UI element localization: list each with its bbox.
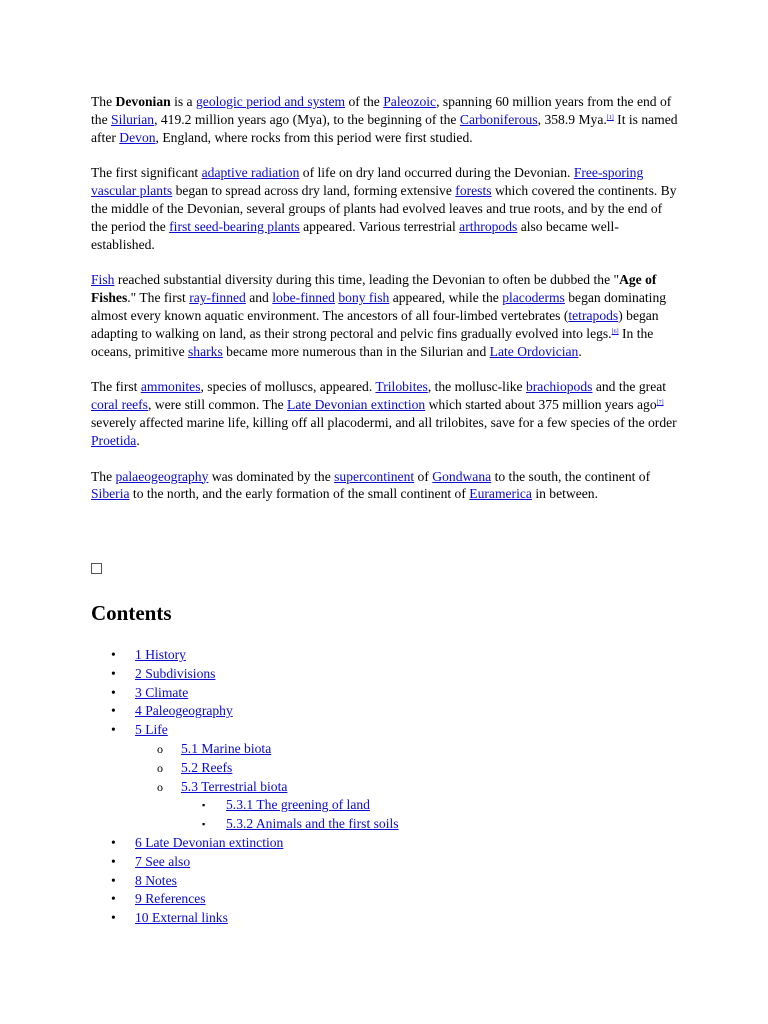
link-paleozoic[interactable]: Paleozoic [383,94,437,109]
toc-item-greening-of-land [91,796,611,815]
text: , 358.9 Mya. [537,111,607,127]
bullet-disc: • [111,722,116,738]
intro-paragraph-3 [91,271,681,360]
toc-item-reefs [91,759,611,778]
toc-link-external-links[interactable]: 10 External links [135,910,228,926]
text: began dominating almost every known aquatic environment. The ancestors of all four-limbed vertebrates ( [91,290,667,323]
toc-link-see-also[interactable]: 7 See also [135,853,191,869]
link-palaeogeography[interactable]: palaeogeography [115,468,209,484]
intro-paragraph-5 [91,468,681,504]
toc-item-references [91,890,611,909]
bullet-disc: • [111,872,116,888]
article-body [91,93,681,521]
bullet-square: ▪ [202,800,206,811]
text: is a [170,94,196,109]
toc-link-marine-biota[interactable]: 5.1 Marine biota [181,740,272,756]
bullet-disc: • [111,910,116,926]
toc-link-subdivisions[interactable]: 2 Subdivisions [135,665,216,681]
link-late-devonian-extinction[interactable]: Late Devonian extinction [287,397,426,413]
text: , England, where rocks from this period were first studied. [155,129,473,145]
toc-item-late-devonian-extinction [91,834,611,853]
link-sharks[interactable]: sharks [188,343,223,359]
link-adaptive-radiation[interactable]: adaptive radiation [201,165,300,181]
toc-link-climate[interactable]: 3 Climate [135,684,189,700]
bullet-disc: • [111,665,116,681]
toc-link-notes[interactable]: 8 Notes [135,872,177,888]
link-trilobites[interactable]: Trilobites [375,379,428,395]
text: to the north, and the early formation of the small continent of [129,486,470,502]
text: also became well-established. [91,218,619,252]
text: . [136,432,140,448]
toc-item-history [91,646,611,665]
link-gondwana[interactable]: Gondwana [432,468,492,484]
toc-item-external-links [91,909,611,928]
link-devon[interactable]: Devon [119,129,156,145]
text: , spanning 60 million years from the end of the [91,94,672,127]
toc-link-life[interactable]: 5 Life [135,722,168,738]
text: of [414,468,433,484]
toc-link-history[interactable]: 1 History [135,647,186,662]
link-siberia[interactable]: Siberia [91,486,130,502]
toc-item-see-also [91,853,611,872]
toc-item-marine-biota [91,740,611,759]
link-brachiopods[interactable]: brachiopods [525,379,593,395]
text: The first significant [91,165,202,181]
bullet-circle: o [157,779,163,794]
reference-link-1[interactable]: [1] [606,114,614,121]
link-tetrapods[interactable]: tetrapods [568,307,619,323]
toc-link-animals-first-soils[interactable]: 5.3.2 Animals and the first soils [226,816,399,832]
toc-title: Contents [91,601,172,625]
link-carboniferous[interactable]: Carboniferous [459,111,538,127]
toc-item-life [91,721,611,740]
bullet-disc: • [111,891,116,907]
toc-list [91,646,611,928]
bullet-circle: o [157,760,163,775]
toc-link-terrestrial-biota[interactable]: 5.3 Terrestrial biota [181,778,288,794]
text: . [578,343,582,359]
link-arthropods[interactable]: arthropods [459,218,518,234]
reference-link-6[interactable]: [6] [611,328,619,335]
toc-link-late-devonian-extinction[interactable]: 6 Late Devonian extinction [135,834,284,850]
link-lobe-finned[interactable]: lobe-finned [272,290,335,306]
text: of life on dry land occurred during the Devonian. [299,165,574,181]
text: The [91,94,116,109]
toc-link-reefs[interactable]: 5.2 Reefs [181,759,233,775]
text: was dominated by the [208,468,335,484]
text: and the great [592,379,667,395]
bullet-disc: • [111,684,116,700]
text: ." The first [127,290,190,306]
bullet-disc: • [111,703,116,719]
text: in between. [531,486,598,502]
text: In the oceans, primitive [91,325,654,359]
text: which started about 375 million years ago [425,397,657,413]
toc-toggle-checkbox[interactable] [91,563,102,574]
text: severely affected marine life, killing off all placodermi, and all trilobites, save for a few species of the order [91,414,677,430]
toc-item-notes [91,872,611,891]
text: The [91,468,116,484]
toc-item-climate [91,684,611,703]
text: reached substantial diversity during this time, leading the Devonian to often be dubbed the " [114,272,620,288]
link-euramerica[interactable]: Euramerica [469,486,532,502]
age-of-fishes-bold: Age of Fishes [91,272,657,306]
toc-item-subdivisions [91,665,611,684]
text: to the south, the continent of [491,468,651,484]
text: , species of molluscs, appeared. [200,379,376,395]
text: and [245,290,273,306]
link-fish[interactable]: Fish [91,272,115,288]
reference-superscript[interactable] [657,400,664,406]
reference-link-7[interactable]: [7] [656,400,664,407]
text: became more numerous than in the Silurian and [222,343,490,359]
link-geologic-period[interactable]: geologic period and system [195,94,346,109]
toc-item-animals-first-soils [91,815,611,834]
text: The first [91,379,141,395]
bullet-disc: • [111,853,116,869]
text: which covered the continents. By the middle of the Devonian, several groups of plants had evolved leaves and true roots, and by the end of the period the [91,183,677,234]
intro-paragraph-4 [91,378,681,449]
bullet-square: ▪ [202,819,206,830]
toc-link-paleogeography[interactable]: 4 Paleogeography [135,703,233,719]
link-forests[interactable]: forests [455,183,492,199]
text: , the mollusc-like [427,379,526,395]
toc-item-terrestrial-biota [91,778,611,797]
intro-paragraph-1 [91,93,681,146]
link-free-sporing-vascular-plants[interactable]: Free-sporing vascular plants [91,165,644,199]
link-ray-finned[interactable]: ray-finned [189,290,246,306]
toc-link-greening-of-land[interactable]: 5.3.1 The greening of land [226,797,370,813]
bullet-disc: • [111,647,116,662]
toc-item-paleogeography [91,702,611,721]
reference-superscript[interactable] [612,329,619,335]
link-ammonites[interactable]: ammonites [140,379,201,395]
text: appeared. Various terrestrial [299,218,460,234]
text: It is named after [91,111,678,145]
article-subject-bold: Devonian [115,94,171,109]
link-supercontinent[interactable]: supercontinent [334,468,415,484]
text: ) began adapting to walking on land, as their strong pectoral and pelvic fins gradually evolved into legs. [91,307,659,341]
link-proetida[interactable]: Proetida [91,432,137,448]
text: began to spread across dry land, forming extensive [172,183,456,199]
text: , 419.2 million years ago (Mya), to the beginning of the [154,111,460,127]
link-first-seed-bearing-plants[interactable]: first seed-bearing plants [169,218,300,234]
toc-link-references[interactable]: 9 References [135,891,206,907]
bullet-disc: • [111,834,116,850]
table-of-contents [91,646,611,928]
link-late-ordovician[interactable]: Late Ordovician [489,343,579,359]
intro-paragraph-2 [91,164,681,253]
link-silurian[interactable]: Silurian [111,111,155,127]
link-coral-reefs[interactable]: coral reefs [91,397,148,413]
text: of the [345,94,384,109]
link-bony-fish[interactable]: bony fish [338,290,390,306]
text: appeared, while the [389,290,503,306]
text: , were still common. The [147,397,288,413]
link-placoderms[interactable]: placoderms [502,290,565,306]
bullet-circle: o [157,741,163,756]
reference-superscript[interactable] [607,115,614,121]
